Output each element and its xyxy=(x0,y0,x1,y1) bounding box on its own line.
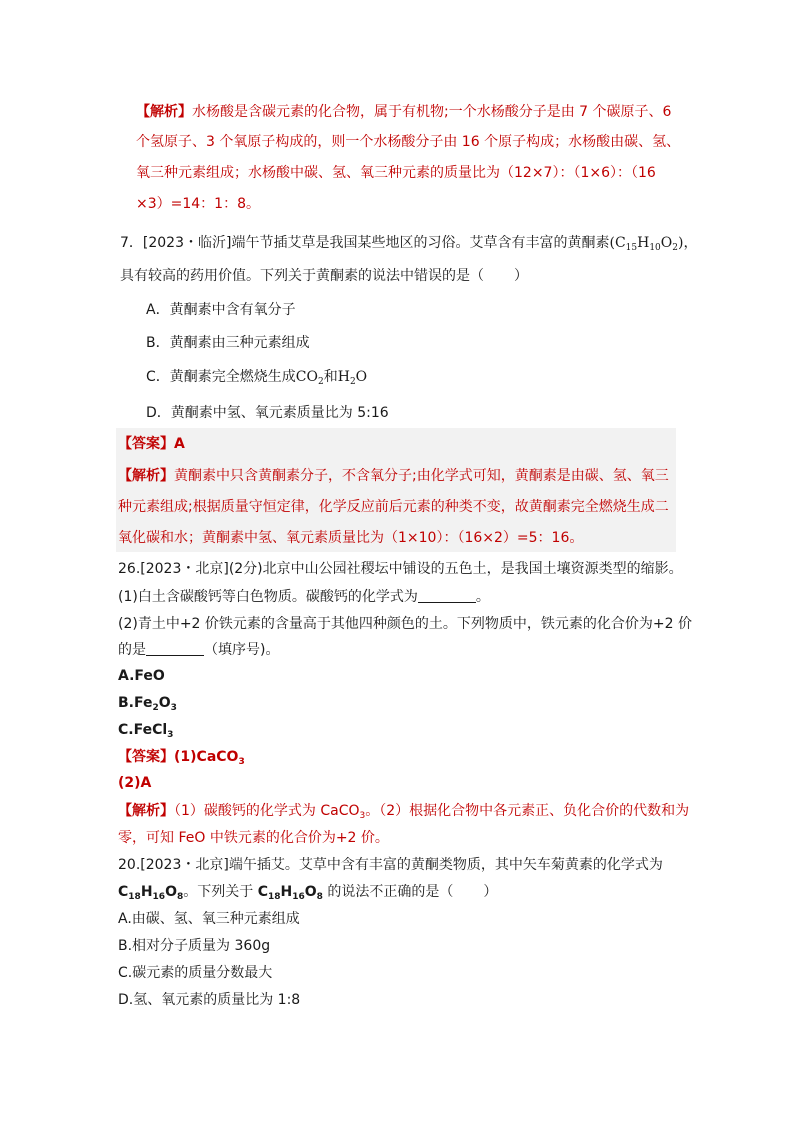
option-a: A.FeO xyxy=(118,668,165,684)
formula-sub: 10 xyxy=(649,243,661,253)
fill-blank xyxy=(418,588,476,603)
question-text: 的是 xyxy=(118,642,146,658)
formula-sub: 8 xyxy=(316,892,323,902)
formula-part: O xyxy=(304,884,317,900)
formula-sub: 3 xyxy=(167,730,174,740)
question-text: (1)白土含碳酸钙等白色物质。碳酸钙的化学式为 xyxy=(118,589,418,605)
option-b xyxy=(118,693,177,713)
formula-part: C xyxy=(257,884,268,900)
question-26-stem: 26.[2023・北京](2分)北京中山公园社稷坛中铺设的五色土，是我国土壤资源类型的缩影。 xyxy=(118,561,683,577)
option-c xyxy=(146,367,367,387)
formula-sub: 8 xyxy=(176,892,184,902)
question-text: （填序号)。 xyxy=(204,642,280,658)
question-text: 。 xyxy=(475,589,490,605)
answer-value: (1)CaCO xyxy=(174,749,239,765)
answer-tag: 【答案】 xyxy=(118,749,174,765)
question-20-stem-2 xyxy=(118,882,497,902)
analysis-tag: 【解析】 xyxy=(118,803,174,819)
question-text: 。下列关于 xyxy=(183,884,254,900)
formula-part: H xyxy=(140,884,153,900)
formula-part: H xyxy=(337,369,350,385)
option-d: D．黄酮素中氢、氧元素质量比为 5:16 xyxy=(146,405,389,421)
formula-part: H xyxy=(280,884,293,900)
question-26-part-1 xyxy=(118,587,490,607)
formula-part: C xyxy=(118,884,129,900)
question-text: 具有较高的药用价值。下列关于黄酮素的说法中错误的是（ xyxy=(120,268,484,284)
analysis-text: 水杨酸是含碳元素的化合物，属于有机物;一个水杨酸分子是由 7 个碳原子、6 xyxy=(192,104,672,120)
formula-sub: 18 xyxy=(128,892,141,902)
formula-part: O xyxy=(660,235,673,251)
formula-part: C.FeCl xyxy=(118,722,168,738)
formula-sub: 18 xyxy=(267,892,281,902)
analysis-line: 氧三种元素组成；水杨酸中碳、氢、氧三种元素的质量比为（12×7）：（1×6）：（16 xyxy=(136,165,656,181)
question-26-part-2: (2)青土中+2 价铁元素的含量高于其他四种颜色的土。下列物质中，铁元素的化合价为+2 价 xyxy=(118,616,693,632)
analysis-line xyxy=(118,801,689,821)
formula-sub: 2 xyxy=(349,377,356,387)
formula-part: C xyxy=(614,235,626,251)
question-7-stem-2 xyxy=(120,266,528,286)
formula-sub: 2 xyxy=(317,377,324,387)
answer-line xyxy=(118,747,245,767)
answer-line: (2)A xyxy=(118,775,152,791)
formula-part: B.Fe xyxy=(118,695,153,711)
analysis-tag: 【解析】 xyxy=(118,468,174,484)
question-text: 的说法不正确的是（ xyxy=(327,884,454,900)
analysis-line: ×3）=14：1：8。 xyxy=(136,196,260,212)
option-a: A．黄酮素中含有氧分子 xyxy=(146,302,296,318)
formula-sub: 2 xyxy=(152,703,159,713)
formula-sub: 3 xyxy=(359,811,366,821)
analysis-text: （1）碳酸钙的化学式为 CaCO xyxy=(174,803,360,819)
answer-tag: 【答案】 xyxy=(118,436,174,452)
formula-sub: 2 xyxy=(672,243,678,253)
formula-part: O xyxy=(158,695,171,711)
paren-close: ） xyxy=(483,884,498,900)
option-b: B.相对分子质量为 360g xyxy=(118,938,271,954)
analysis-line: 零，可知 FeO 中铁元素的化合价为+2 价。 xyxy=(118,830,389,846)
analysis-line xyxy=(136,102,671,122)
option-a: A.由碳、氢、氧三种元素组成 xyxy=(118,911,300,927)
analysis-text: 。（2）根据化合物中各元素正、负化合价的代数和为 xyxy=(365,803,690,819)
question-26-part-2b xyxy=(118,640,279,660)
formula-part: H xyxy=(637,235,650,251)
question-20-stem: 20.[2023・北京]端午插艾。艾草中含有丰富的黄酮类物质，其中矢车菊黄素的化学式为 xyxy=(118,857,663,873)
formula-sub: 16 xyxy=(152,892,166,902)
analysis-line: 氧化碳和水；黄酮素中氢、氧元素质量比为（1×10）：（16×2）=5：16。 xyxy=(118,530,584,546)
answer-line xyxy=(118,434,185,454)
option-d: D.氢、氧元素的质量比为 1:8 xyxy=(118,992,301,1008)
answer-value: A xyxy=(174,436,185,452)
option-text: C．黄酮素完全燃烧生成 xyxy=(146,369,296,385)
analysis-tag: 【解析】 xyxy=(136,104,192,120)
question-text: 7．[2023・临沂]端午节插艾草是我国某些地区的习俗。艾草含有丰富的黄酮素 xyxy=(120,235,610,251)
fill-blank xyxy=(146,641,204,656)
analysis-line xyxy=(118,466,669,486)
formula-part: O xyxy=(165,884,177,900)
option-b: B．黄酮素由三种元素组成 xyxy=(146,335,310,351)
formula-sub: 15 xyxy=(625,243,638,253)
analysis-line: 个氢原子、3 个氧原子构成的，则一个水杨酸分子由 16 个原子构成；水杨酸由碳、氢、 xyxy=(136,134,681,150)
formula-sub: 16 xyxy=(292,892,305,902)
analysis-line: 种元素组成;根据质量守恒定律，化学反应前后元素的种类不变，故黄酮素完全燃烧生成二 xyxy=(118,499,669,515)
formula-part: O xyxy=(355,369,368,385)
option-c: C.碳元素的质量分数最大 xyxy=(118,965,273,981)
formula-sub: 3 xyxy=(238,757,245,767)
formula-part: CO xyxy=(295,369,318,385)
option-c xyxy=(118,720,173,740)
formula-sub: 3 xyxy=(170,703,177,713)
question-7-stem: 7．[2023・临沂]端午节插艾草是我国某些地区的习俗。艾草含有丰富的黄酮素$(C_{15}H_{10}O_2)$， xyxy=(120,235,698,253)
option-text: 和 xyxy=(323,369,338,385)
analysis-text: 黄酮素中只含黄酮素分子，不含氧分子;由化学式可知，黄酮素是由碳、氢、氧三 xyxy=(174,468,669,484)
paren-close: ） xyxy=(514,268,528,284)
